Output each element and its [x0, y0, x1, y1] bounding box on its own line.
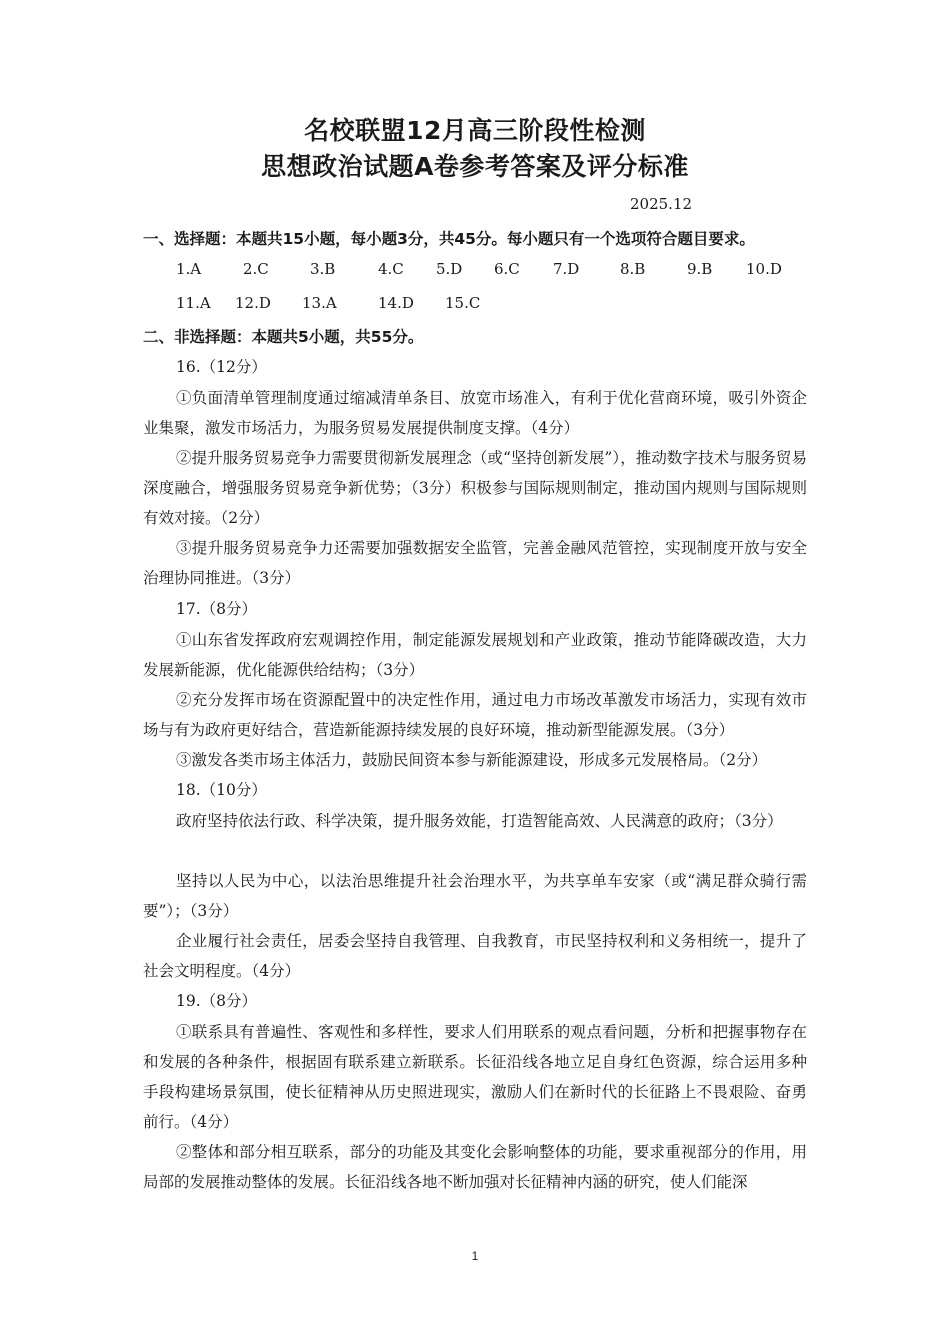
- question-19-header: 19.（8分）: [176, 992, 258, 1010]
- answer-paragraph: 坚持以人民为中心，以法治思维提升社会治理水平，为共享单车安家（或“满足群众骑行需要”）；（3分）: [143, 872, 807, 920]
- answer-item: 2.C: [243, 260, 269, 278]
- answer-item: 15.C: [445, 294, 481, 312]
- answer-item: 12.D: [235, 294, 271, 312]
- page-number: 1: [471, 1249, 479, 1263]
- answer-paragraph: 企业履行社会责任，居委会坚持自我管理、自我教育，市民坚持权利和义务相统一，提升了社会文明程度。（4分）: [143, 932, 807, 980]
- answer-item: 1.A: [176, 260, 202, 278]
- question-18-header: 18.（10分）: [176, 781, 267, 799]
- question-17-header: 17.（8分）: [176, 600, 258, 618]
- answer-item: 5.D: [436, 260, 463, 278]
- answer-item: 11.A: [176, 294, 211, 312]
- answer-item: 3.B: [310, 260, 336, 278]
- answer-paragraph: ③激发各类市场主体活力，鼓励民间资本参与新能源建设，形成多元发展格局。（2分）: [176, 751, 768, 769]
- answer-item: 13.A: [302, 294, 337, 312]
- question-16-header: 16.（12分）: [176, 358, 267, 376]
- section-2-heading: 二、非选择题：本题共5小题，共55分。: [143, 328, 424, 346]
- answer-paragraph: ③提升服务贸易竞争力还需要加强数据安全监管，完善金融风范管控，实现制度开放与安全治理协同推进。（3分）: [143, 539, 807, 587]
- answer-item: 14.D: [378, 294, 414, 312]
- answer-paragraph: ①负面清单管理制度通过缩减清单条目、放宽市场准入，有利于优化营商环境，吸引外资企业集聚，激发市场活力，为服务贸易发展提供制度支撑。（4分）: [143, 389, 807, 437]
- answer-item: 4.C: [378, 260, 404, 278]
- document-title: 名校联盟12月高三阶段性检测: [304, 116, 646, 145]
- answer-item: 10.D: [746, 260, 782, 278]
- answer-paragraph: ①联系具有普遍性、客观性和多样性，要求人们用联系的观点看问题，分析和把握事物存在和发展的各种条件，根据固有联系建立新联系。长征沿线各地立足自身红色资源，综合运用多种手段构建场景氛围，使长征精神从历史照进现实，激励人们在新时代的长征路上不畏艰险、奋勇前行。（4分）: [143, 1023, 807, 1131]
- answer-item: 6.C: [494, 260, 520, 278]
- answer-paragraph: ②提升服务贸易竞争力需要贯彻新发展理念（或“坚持创新发展”），推动数字技术与服务贸易深度融合，增强服务贸易竞争新优势；（3分）积极参与国际规则制定，推动国内规则与国际规则有效对接。（2分）: [143, 449, 807, 527]
- document-subtitle: 思想政治试题A卷参考答案及评分标准: [261, 152, 689, 181]
- answer-paragraph: ②充分发挥市场在资源配置中的决定性作用，通过电力市场改革激发市场活力，实现有效市场与有为政府更好结合，营造新能源持续发展的良好环境，推动新型能源发展。（3分）: [143, 691, 807, 739]
- answer-item: 7.D: [553, 260, 580, 278]
- section-1-heading: 一、选择题：本题共15小题，每小题3分，共45分。每小题只有一个选项符合题目要求。: [143, 230, 755, 248]
- document-date: 2025.12: [630, 195, 693, 213]
- answer-item: 8.B: [620, 260, 646, 278]
- answer-paragraph: ②整体和部分相互联系，部分的功能及其变化会影响整体的功能，要求重视部分的作用，用局部的发展推动整体的发展。长征沿线各地不断加强对长征精神内涵的研究，使人们能深: [143, 1143, 807, 1191]
- answer-paragraph: ①山东省发挥政府宏观调控作用，制定能源发展规划和产业政策，推动节能降碳改造，大力发展新能源，优化能源供给结构；（3分）: [143, 631, 807, 679]
- answer-item: 9.B: [687, 260, 713, 278]
- answer-paragraph: 政府坚持依法行政、科学决策，提升服务效能，打造智能高效、人民满意的政府；（3分）: [176, 812, 783, 830]
